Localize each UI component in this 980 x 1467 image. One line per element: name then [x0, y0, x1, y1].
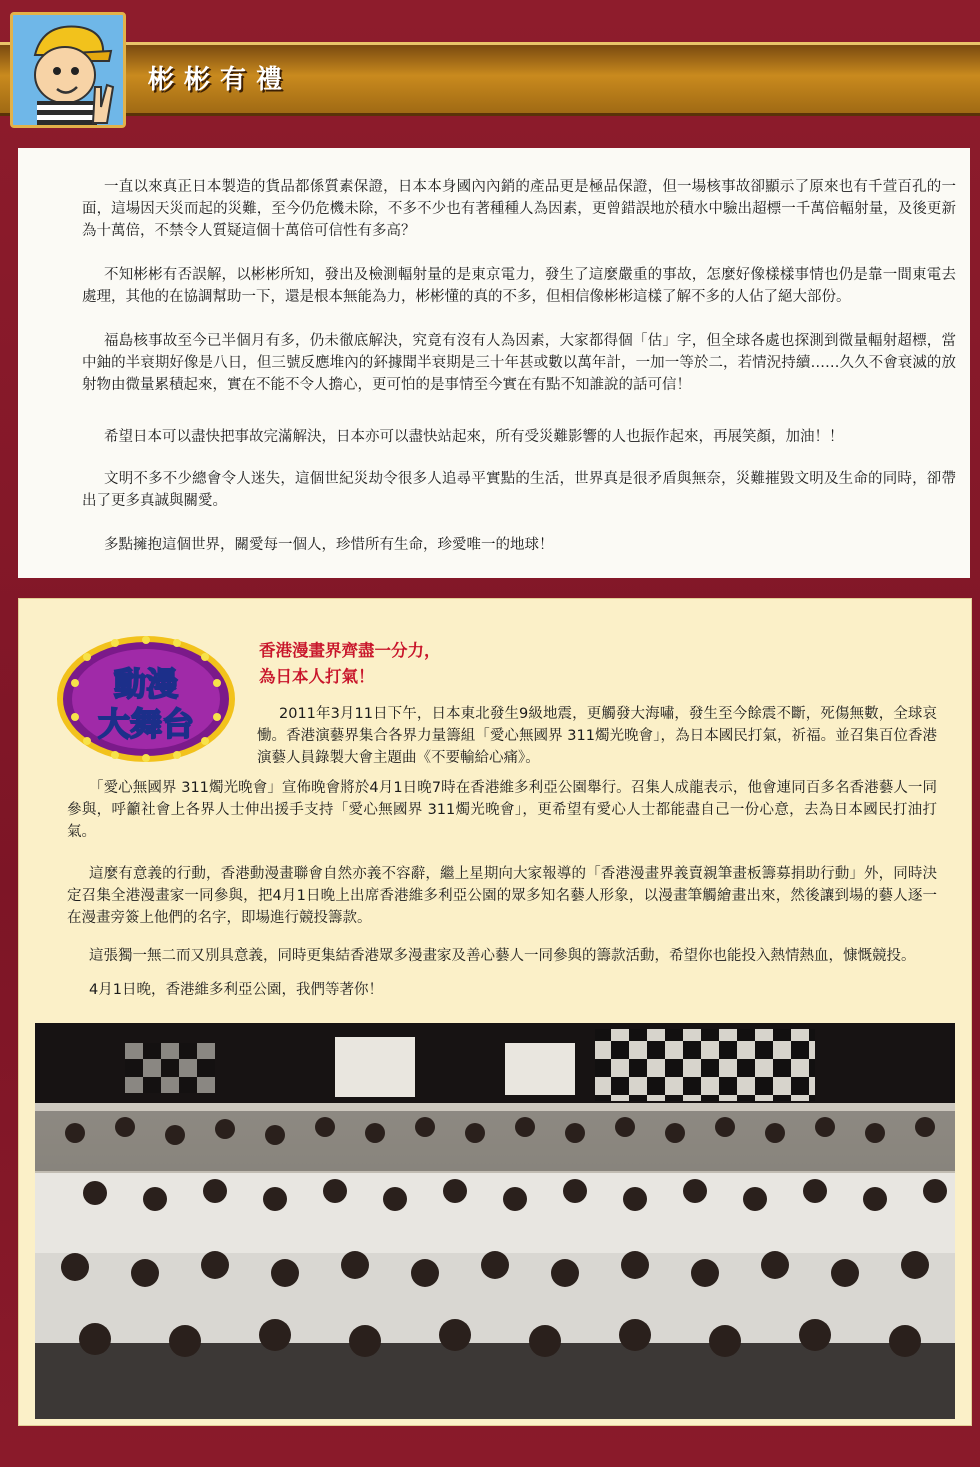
- article-paragraph: 福島核事故至今已半個月有多，仍未徹底解決，究竟有沒有人為因素，大家都得個「估」字，但全球各處也探測到微量輻射超標，當中鈾的半衰期好像是八日，但三號反應堆內的鈈據聞半衰期是三十年甚或數以萬年計，一加一等於二，若情況持續……久久不會衰滅的放射物由微量累積起來，實在不能不令人擔心，更可怕的是事情至今實在有點不知誰說的話可信！: [82, 333, 956, 393]
- article-paragraph: 多點擁抱這個世界，關愛每一個人，珍惜所有生命，珍愛唯一的地球！: [104, 537, 554, 553]
- group-photo-image: [35, 1023, 955, 1419]
- lower-paragraph: 這張獨一無二而又別具意義，同時更集結香港眾多漫畫家及善心藝人一同參與的籌款活動，希望你也能投入熱情熱血，慷慨競投。: [89, 948, 916, 964]
- article-paragraph: 文明不多不少總會令人迷失，這個世紀災劫令很多人追尋平實點的生活，世界真是很矛盾與無奈，災難摧毀文明及生命的同時，卻帶出了更多真誠與關愛。: [82, 471, 956, 509]
- cartoon-boy-peace-sign-icon: [10, 12, 126, 128]
- header-banner: [0, 42, 980, 116]
- logo-text-line1: 動漫: [113, 665, 179, 703]
- column-title: 彬彬有禮: [148, 65, 293, 95]
- article-paragraph: 不知彬彬有否誤解，以彬彬所知，發出及檢測輻射量的是東京電力，發生了這麼嚴重的事故，怎麼好像樣樣事情也仍是靠一間東電去處理，其他的在協調幫助一下，還是根本無能為力，彬彬懂的真的不多，但相信像彬彬這樣了解不多的人佔了絕大部份。: [82, 267, 956, 305]
- headline-line2: 為日本人打氣！: [259, 667, 375, 686]
- article-paragraph: 一直以來真正日本製造的貨品都係質素保證，日本本身國內內銷的產品更是極品保證，但一場核事故卻顯示了原來也有千萱百孔的一面，這場因天災而起的災難，至今仍危機未除，不多不少也有著種種人為因素，更曾錯誤地於積水中驗出超標一千萬倍輻射量，及後更新為十萬倍，不禁令人質疑這個十萬倍可信性有多高？: [82, 179, 956, 239]
- lower-paragraph: 「愛心無國界 311燭光晚會」宣佈晚會將於4月1日晚7時在香港維多利亞公園舉行。召集人成龍表示，他會連同百多名香港藝人一同參與，呼籲社會上各界人士伸出援手支持「愛心無國界 311燭光晚會」，更希望有愛心人士都能盡自己一份心意，去為日本國民打油打氣。: [67, 780, 937, 840]
- article-box: [18, 148, 970, 578]
- lower-paragraph: 這麼有意義的行動，香港動漫畫聯會自然亦義不容辭，繼上星期向大家報導的「香港漫畫界義賣親筆畫板籌募捐助行動」外，同時決定召集全港漫畫家一同參與，把4月1日晚上出席香港維多利亞公園的眾多知名藝人形象，以漫畫筆觸繪畫出來，然後讓到場的藝人逐一在漫畫旁簽上他們的名字，即場進行競投籌款。: [67, 866, 937, 926]
- lower-paragraph: 2011年3月11日下午，日本東北發生9級地震，更觸發大海嘯，發生至今餘震不斷，死傷無數，全球哀慟。香港演藝界集合各界力量籌組「愛心無國界 311燭光晚會」，為日本國民打氣，祈福。並召集百位香港演藝人員錄製大會主題曲《不要輸給心痛》。: [257, 706, 937, 766]
- article-paragraph: 希望日本可以盡快把事故完滿解決，日本亦可以盡快站起來，所有受災難影響的人也振作起來，再展笑顏，加油！！: [104, 429, 844, 445]
- logo-text-line2: 大舞台: [97, 705, 195, 743]
- anime-stage-section: [18, 598, 972, 1426]
- lower-paragraph: 4月1日晚，香港維多利亞公園，我們等著你！: [89, 982, 383, 998]
- headline-line1: 香港漫畫界齊盡一分力，: [259, 641, 441, 660]
- anime-stage-logo: [57, 635, 235, 763]
